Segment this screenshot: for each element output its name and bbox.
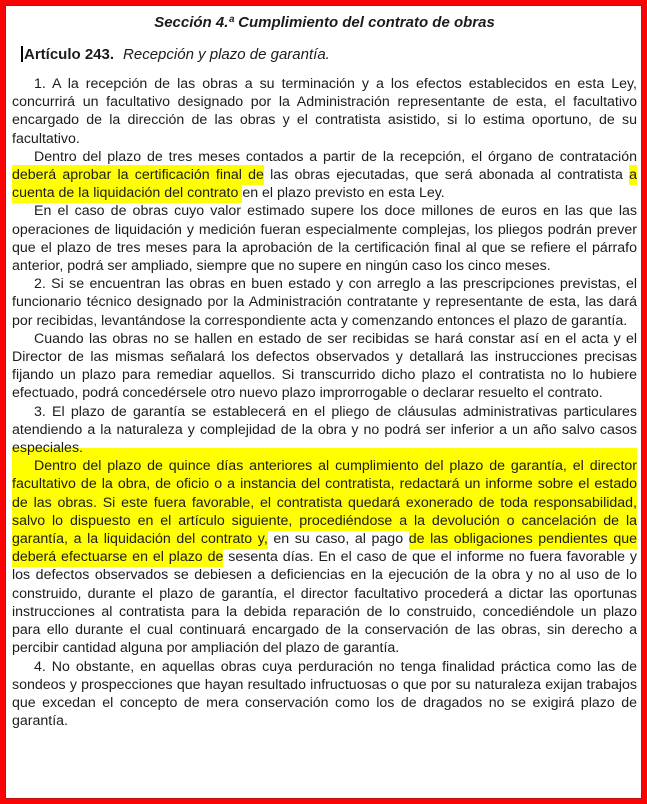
article-title: Recepción y plazo de garantía. [123,46,330,63]
paragraph-4 [12,275,637,330]
article-number: Artículo 243. [24,46,115,63]
paragraph-7 [12,457,637,657]
text-run: en el plazo previsto en esta Ley. [242,185,445,202]
text-run: En el caso de obras cuyo valor estimado supere los doce millones de euros en las que las operaciones de liquidación y medición fueran especialmente complejas, los pliegos podrán prever que el plazo de tres meses para la aprobación de la certificación final al que se refiere el párrafo anterior, podrá ser ampliado, siempre que no supere en ningún caso los cinco meses. [12,203,637,275]
text-run: en su caso, al pago [267,531,409,548]
article-body [12,75,637,730]
text-run: 3. El plazo de garantía se establecerá en el pliego de cláusulas administrativas particulares atendiendo a la naturaleza y complejidad de la obra y no podrá ser inferior a un año salvo casos especiales. [12,403,637,457]
paragraph-3 [12,202,637,275]
highlight-mark: Dentro del plazo de quince días anteriores al cumplimiento del plazo de garantía, el director facultativo de la obra, de oficio o a instancia del contratista, redactará un informe sobre el estado de las obras. Si este fuera favorable, el contratista quedará exonerado de toda responsabilidad, salvo lo dispuesto en el artículo siguiente, procediéndose a la devolución o cancelación de la garantía, a la liquidación del contrato y, [12,458,637,548]
highlight-mark: a cuenta de la liquidación del contrato [12,167,637,202]
paragraph-8 [12,658,637,731]
text-run: 1. A la recepción de las obras a su terminación y a los efectos establecidos en esta Ley, concurrirá un facultativo designado por la Administración representante de esta, el facultativo encargado de la dirección de las obras y el contratista asistido, si lo estima oportuno, de su facultativo. [12,76,637,147]
highlight-mark: de las obligaciones pendientes que deberá efectuarse en el plazo de [12,531,637,566]
paragraph-5 [12,330,637,403]
paragraph-1 [12,75,637,148]
paragraph-6 [12,403,637,458]
text-run: Cuando las obras no se hallen en estado de ser recibidas se hará constar así en el acta y el Director de las mismas señalará los defectos observados y detallará las instrucciones precisas fijando un plazo para remediar aquellos. Si transcurrido dicho plazo el contratista no lo hubiere efectuado, podrá concedérsele otro nuevo plazo improrrogable o declarar resuelto el contrato. [12,330,637,402]
text-run: 4. No obstante, en aquellas obras cuya perduración no tenga finalidad práctica como las de sondeos y prospecciones que hayan resultado infructuosas o que por su naturaleza exijan trabajos que excedan el concepto de mera conservación como los de dragados no se exigirá plazo de garantía. [12,658,637,730]
paragraph-2 [12,148,637,203]
text-run: las obras ejecutadas, que será abonada al contratista [263,167,630,184]
section-title: Sección 4.ª Cumplimiento del contrato de obras [154,14,495,31]
text-run: sesenta días. En el caso de que el informe no fuera favorable y los defectos observados se debiesen a deficiencias en la ejecución de la obra y no al uso de lo construido, durante el plazo de garantía, el director facultativo procederá a dictar las oportunas instrucciones al contratista para la debida reparación de lo construido, concediéndole un plazo para ello durante el cual continuará encargado de la conservación de las obras, sin derecho a percibir cantidad alguna por ampliación del plazo de garantía. [12,549,638,657]
text-run: Dentro del plazo de tres meses contados a partir de la recepción, el órgano de contratación [34,148,637,165]
text-run: 2. Si se encuentran las obras en buen estado y con arreglo a las prescripciones previstas, el funcionario técnico designado por la Administración contratante y representante de esta, las dará por recibidas, levantándose la correspondiente acta y comenzando entonces el plazo de garantía. [12,276,637,329]
highlight-mark: deberá aprobar la certificación final de [12,167,264,184]
article-heading [12,45,637,64]
text-cursor-icon [21,46,23,62]
